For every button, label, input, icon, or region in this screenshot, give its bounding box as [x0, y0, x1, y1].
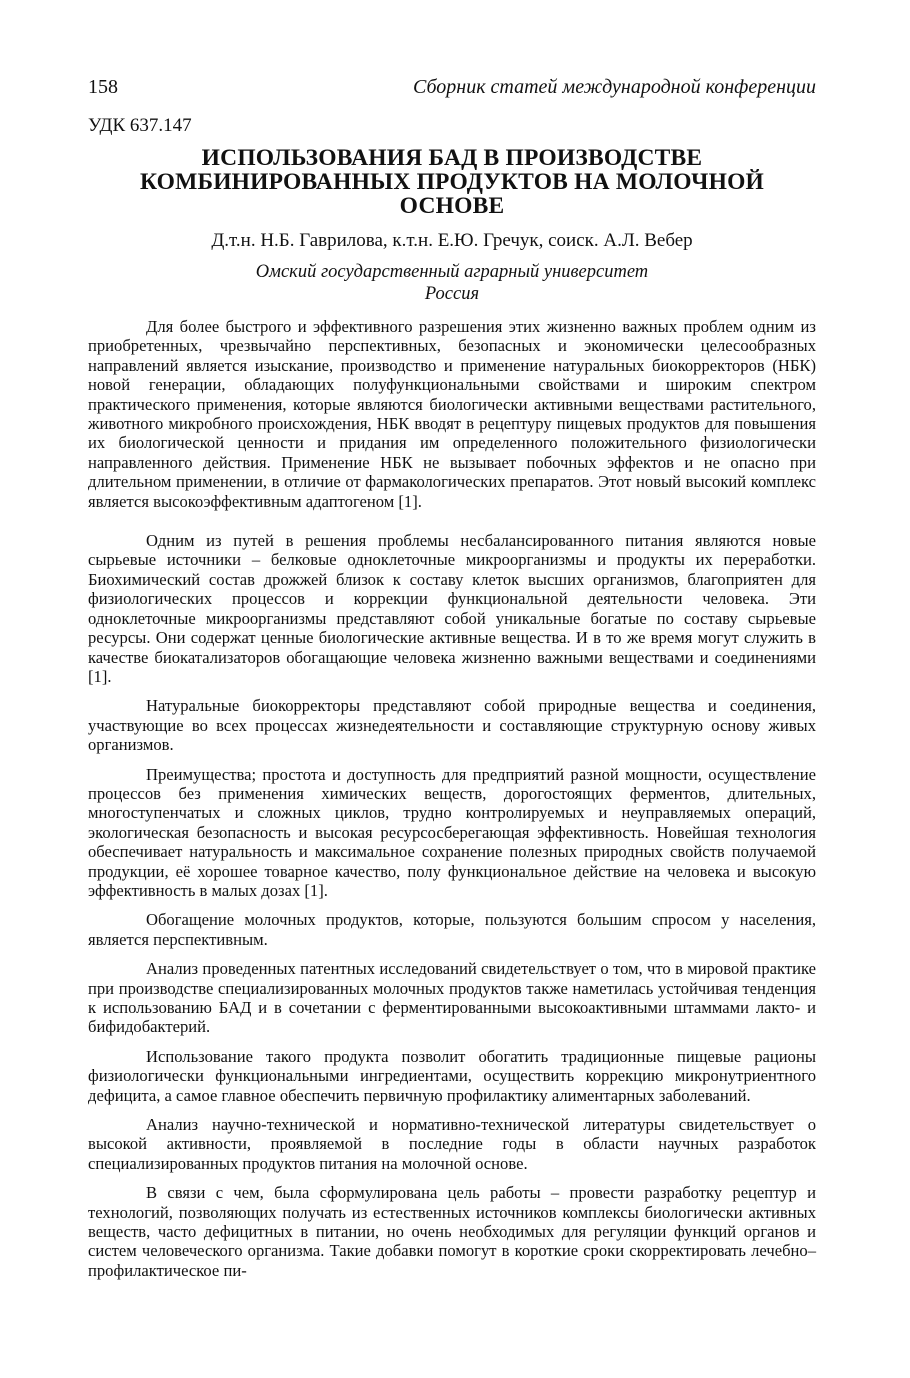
page-number: 158	[88, 76, 118, 98]
article-page	[88, 74, 816, 1280]
article-body	[88, 317, 816, 1280]
article-title-line: ОСНОВЕ	[399, 193, 505, 219]
body-paragraph: Натуральные биокорректоры представляют собой природные вещества и соединения, участвующие во всех процессах жизнедеятельности и составляющие структурную основу живых организмов.	[88, 696, 816, 755]
body-paragraph: Одним из путей в решения проблемы несбалансированного питания являются новые сырьевые источники – белковые одноклеточные микроорганизмы и продукты их переработки. Биохимический состав дрожжей близок к составу клеток высших организмов, благоприятен для физиологических процессов и коррекции функциональной деятельности человека. Эти одноклеточные микроорганизмы представляют собой уникальные богатые по составу сырьевые ресурсы. Они содержат ценные биологические активные вещества. И в то же время могут служить в качестве биокатализаторов обогащающие человека жизненно важными веществами и соединениями [1].	[88, 531, 816, 686]
journal-title: Сборник статей международной конференции	[413, 76, 816, 98]
country: Россия	[424, 284, 480, 304]
article-title-line: КОМБИНИРОВАННЫХ ПРОДУКТОВ НА МОЛОЧНОЙ	[139, 169, 765, 195]
body-paragraph: Преимущества; простота и доступность для предприятий разной мощности, осуществление процессов без применения химических веществ, дорогостоящих ферментов, длительных, многоступенчатых и сложных циклов, трудно контролируемых и неуправляемых операций, экологическая безопасность и высокая ресурсосберегающая эффективность. Новейшая технология обеспечивает натуральность и максимальное сохранение полезных природных свойств получаемой продукции, её хорошее товарное качество, полу функциональное действие на человека и высокую эффективность в малых дозах [1].	[88, 764, 816, 900]
institution: Омский государственный аграрный университет	[255, 262, 649, 282]
body-paragraph: Обогащение молочных продуктов, которые, пользуются большим спросом у населения, является перспективным.	[88, 910, 816, 949]
body-paragraph: Использование такого продукта позволит обогатить традиционные пищевые рационы физиологически функциональными ингредиентами, осуществить коррекцию микронутриентного дефицита, а самое главное обеспечить первичную профилактику алиментарных заболеваний.	[88, 1046, 816, 1105]
running-header	[88, 74, 816, 100]
body-paragraph: В связи с чем, была сформулирована цель работы – провести разработку рецептур и технологий, позволяющих получать из естественных источников комплексы биологически активных веществ, часто дефицитных в питании, но очень необходимых для регуляции функций органов и систем человеческого организма. Такие добавки помогут в короткие сроки скорректировать лечебно–профилактическое пи-	[88, 1183, 816, 1280]
article-title-line: ИСПОЛЬЗОВАНИЯ БАД В ПРОИЗВОДСТВЕ	[201, 145, 703, 171]
authors-line: Д.т.н. Н.Б. Гаврилова, к.т.н. Е.Ю. Гречук, соиск. А.Л. Вебер	[211, 230, 693, 251]
body-paragraph: Анализ проведенных патентных исследований свидетельствует о том, что в мировой практике при производстве специализированных молочных продуктов также наметилась устойчивая тенденция к использованию БАД и в сочетании с ферментированными высокоактивными штаммами лакто- и бифидобактерий.	[88, 959, 816, 1037]
body-paragraph: Анализ научно-технической и нормативно-технической литературы свидетельствует о высокой активности, проявляемой в последние годы в области научных разработок специализированных продуктов питания на молочной основе.	[88, 1115, 816, 1173]
udc-code: УДК 637.147	[88, 115, 192, 136]
body-paragraph: Для более быстрого и эффективного разрешения этих жизненно важных проблем одним из приобретенных, чрезвычайно перспективных, безопасных и экономически целесообразных направлений является изыскание, производство и применение натуральных биокорректоров (НБК) новой генерации, обладающих полуфункциональными свойствами и широким спектром практического применения, которые являются биологически активными веществами растительного, животного микробного происхождения, НБК вводят в рецептуру пищевых продуктов для повышения их биологической ценности и придания им определенного положительного физиологически направленного действия. Применение НБК не вызывает побочных эффектов и не опасно при длительном применении, в отличие от фармакологических препаратов. Этот новый высокий комплекс является высокоэффективным адаптогеном [1].	[88, 317, 816, 511]
article-title	[132, 146, 772, 218]
affiliation	[88, 261, 816, 305]
